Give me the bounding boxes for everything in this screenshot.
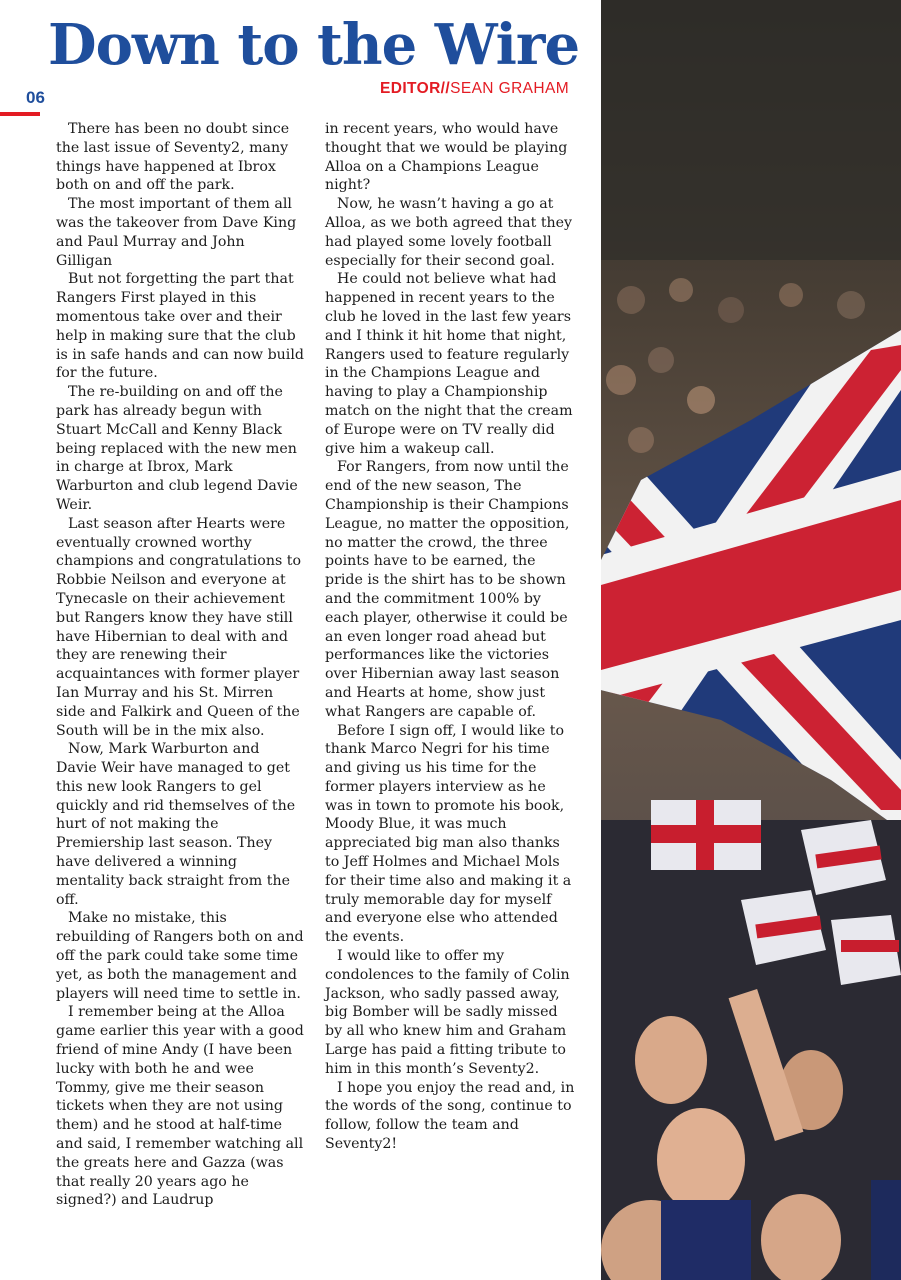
byline (380, 80, 569, 98)
paragraph: Make no mistake, this rebuilding of Rangers both on and off the park could take some time yet, as both the management and players will need time to settle in. (56, 910, 304, 1002)
paragraph: Now, he wasn’t having a go at Alloa, as we both agreed that they had played some lovely football especially for their second goal. (325, 196, 573, 269)
paragraph: The most important of them all was the takeover from Dave King and Paul Murray and John Gilligan (56, 196, 297, 269)
paragraph: Last season after Hearts were eventually crowned worthy champions and congratulations to Robbie Neilson and everyone at Tynecasle on their achievement but Rangers know they have still have Hibernian to deal with and they are renewing their acquaintances with former player Ian Murray and his St. Mirren side and Falkirk and Queen of the South will be in the mix also. (56, 515, 302, 739)
byline-name: SEAN GRAHAM (450, 80, 570, 97)
article-title: Down to the Wire (48, 12, 580, 78)
paragraph: Now, Mark Warburton and Davie Weir have managed to get this new look Rangers to gel quickly and rid themselves of the hurt of not making the Premiership last season. They have delivered a winning mentality back straight from the off. (56, 741, 296, 908)
paragraph: But not forgetting the part that Rangers First played in this momentous take over and their help in making sure that the club is in safe hands and can now build for the future. (56, 271, 304, 382)
paragraph: I would like to offer my condolences to the family of Colin Jackson, who sadly passed away, big Bomber will be sadly missed by all who knew him and Graham Large has paid a fitting tribute to him in this month’s Seventy2. (325, 948, 570, 1077)
article-column-left (56, 120, 304, 1210)
paragraph: Before I sign off, I would like to thank Marco Negri for his time and giving us his time for the former players interview as he was in town to promote his book, Moody Blue, it was much appreciated big man also thanks to Jeff Holmes and Michael Mols for their time also and making it a truly memorable day for myself and everyone else who attended the events. (325, 722, 572, 946)
paragraph: There has been no doubt since the last issue of Seventy2, many things have happened at Ibrox both on and off the park. (56, 121, 290, 194)
article-column-right (325, 120, 575, 1154)
paragraph: in recent years, who would have thought that we would be playing Alloa on a Champions League night? (325, 121, 568, 194)
page-number: 06 (26, 88, 45, 107)
crowd-flag-photo (601, 0, 901, 1280)
byline-role: EDITOR// (380, 80, 451, 97)
paragraph: I hope you enjoy the read and, in the words of the song, continue to follow, follow the team and Seventy2! (325, 1079, 575, 1153)
paragraph: I remember being at the Alloa game earlier this year with a good friend of mine Andy (I have been lucky with both he and wee Tommy, give me their season tickets when they are not using them) and he stood at half-time and said, I remember watching all the greats here and Gazza (was that really 20 years ago he signed?) and Laudrup (56, 1004, 304, 1209)
paragraph: For Rangers, from now until the end of the new season, The Championship is their Champions League, no matter the opposition, no matter the crowd, the three points have to be earned, the pride is the shirt has to be shown and the commitment 100% by each player, otherwise it could be an even longer road ahead but performances like the victories over Hibernian away last season and Hearts at home, show just what Rangers are capable of. (325, 459, 570, 720)
page-number-rule (0, 112, 40, 116)
paragraph: He could not believe what had happened in recent years to the club he loved in the last few years and I think it hit home that night, Rangers used to feature regularly in the Champions League and having to play a Championship match on the night that the cream of Europe were on TV really did give him a wakeup call. (325, 271, 573, 457)
paragraph: The re-building on and off the park has already begun with Stuart McCall and Kenny Black being replaced with the new men in charge at Ibrox, Mark Warburton and club legend Davie Weir. (56, 384, 298, 513)
